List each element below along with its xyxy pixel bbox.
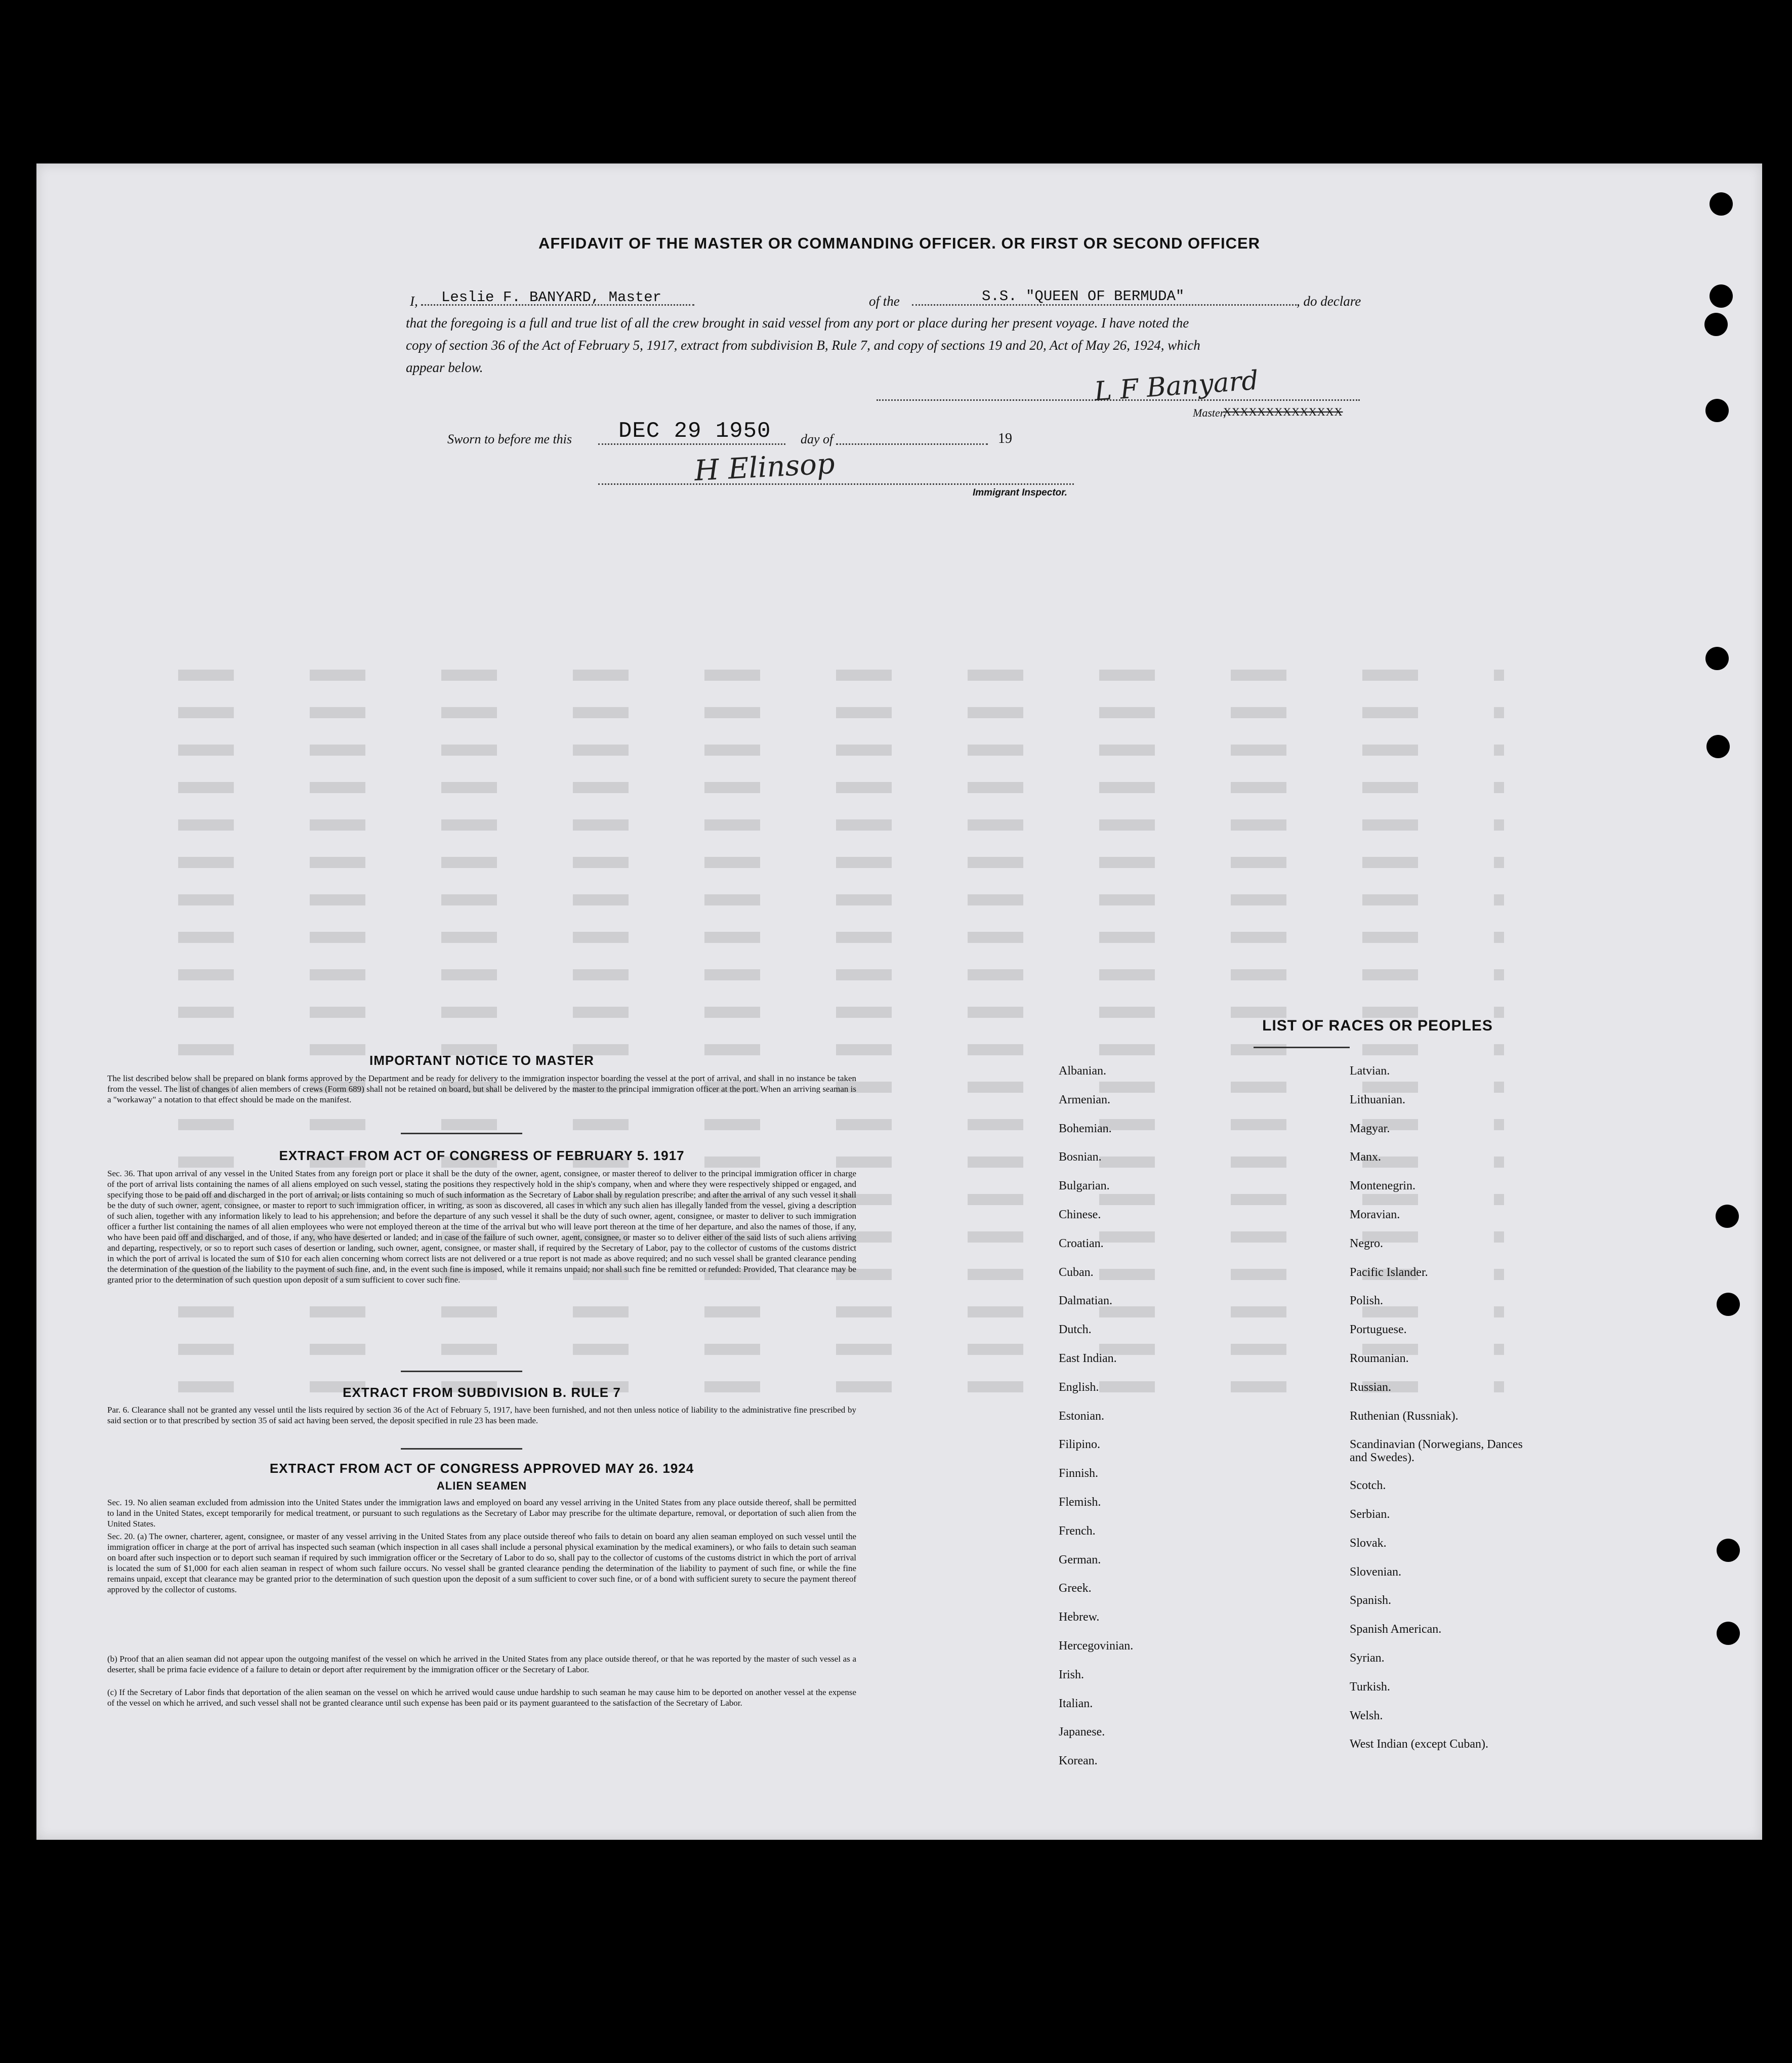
race-item: Moravian.: [1350, 1208, 1400, 1221]
master-label: Master,: [1193, 406, 1226, 419]
race-item: Montenegrin.: [1350, 1179, 1415, 1193]
bleed-through-rows: [178, 670, 1504, 1429]
race-item: Portuguese.: [1350, 1323, 1407, 1337]
race-item: Scandinavian (Norwegians, Dances and Swedes).: [1350, 1438, 1523, 1465]
punch-hole: [1705, 647, 1729, 670]
do-declare-label: , do declare: [1297, 294, 1361, 309]
extract-1924-subtitle: ALIEN SEAMEN: [436, 1479, 527, 1492]
race-item: Italian.: [1059, 1697, 1093, 1710]
extract-1924-sec19: Sec. 19. No alien seaman excluded from admission into the United States under the immigration laws and employed on board any vessel arriving in the United States from any place outside thereof, shall be permitted to land in the United States, except temporarily for medical treatment, or pursuant to such regulations as the Secretary of Labor may prescribe for the ultimate departure, removal, or deportation of such alien from the United States.: [107, 1498, 856, 1529]
punch-hole: [1705, 399, 1729, 422]
race-item: Armenian.: [1059, 1093, 1110, 1106]
race-item: Dalmatian.: [1059, 1294, 1112, 1308]
race-item: Lithuanian.: [1350, 1093, 1405, 1106]
race-item: Hercegovinian.: [1059, 1639, 1134, 1653]
race-item: Slovenian.: [1350, 1565, 1401, 1579]
race-item: Roumanian.: [1350, 1352, 1409, 1365]
declaration-line-4: appear below.: [406, 360, 483, 375]
race-item: Korean.: [1059, 1754, 1098, 1768]
of-the-label: of the: [869, 294, 900, 309]
vessel-name: S.S. "QUEEN OF BERMUDA": [982, 288, 1185, 305]
sworn-label: Sworn to before me this: [447, 432, 572, 446]
extract-1924-sec20c: (c) If the Secretary of Labor finds that deportation of the alien seaman on the vessel on which he arrived would cause undue hardship to such seaman he may cause him to be deported on another vessel at the expense of the vessel on which he arrived, and such vessel shall not be granted clearance until such expense has been paid or its payment guaranteed to the satisfaction of the Secretary of Labor.: [107, 1687, 856, 1708]
punch-hole: [1717, 1293, 1740, 1316]
race-item: Greek.: [1059, 1582, 1092, 1595]
notice-text: The list described below shall be prepared on blank forms approved by the Department and be ready for delivery to the immigration inspector boarding the vessel at the port of arrival, and shall in no instance be taken from the vessel. The list of changes of alien members of crews (Form 689) shall not be retained on board, but shall be delivered by the master to the principal immigration officer at the port. When an arriving seaman is a "workaway" a notation to that effect should be made on the manifest.: [107, 1074, 856, 1104]
document-page: [36, 163, 1762, 1840]
punch-hole: [1710, 192, 1733, 216]
subdivision-b-text: Par. 6. Clearance shall not be granted any vessel until the lists required by section 36 of the Act of February 5, 1917, have been furnished, and not then unless notice of liability to the administrative fine prescribed by said section or to that prescribed by section 35 of said act having been served, the deposit specified in rule 23 has been made.: [107, 1405, 856, 1425]
inspector-signature-line: [598, 483, 1074, 485]
race-item: Welsh.: [1350, 1709, 1383, 1722]
race-item: English.: [1059, 1380, 1099, 1394]
divider-1: [401, 1133, 522, 1134]
master-name: Leslie F. BANYARD, Master: [441, 289, 662, 306]
race-item: Manx.: [1350, 1150, 1381, 1164]
race-item: Turkish.: [1350, 1680, 1390, 1694]
declaration-line-3: copy of section 36 of the Act of February 5, 1917, extract from subdivision B, Rule 7, and copy of sections 19 and 20, Act of May 26, 1924, which: [406, 338, 1200, 353]
race-item: Negro.: [1350, 1236, 1383, 1250]
races-title-rule: [1254, 1047, 1350, 1048]
extract-1917-text: Sec. 36. That upon arrival of any vessel in the United States from any foreign port or place it shall be the duty of the owner, agent, consignee, or master thereof to deliver to the principal immigration officer in charge of the port of arrival lists containing the names of all aliens employed on such vessel, stating the positions they respectively hold in the ship's company, when and where they were respectively shipped or engaged, and specifying those to be paid off and discharged in the port of arrival; or lists containing so much of such information as the Secretary of Labor shall by regulation prescribe; and after the arrival of any such vessel it shall be the duty of such owner, agent, consignee, or master to report to such immigration officer, in writing, as soon as discovered, all cases in which any such alien has illegally landed from the vessel, giving a description of such alien, together with any information likely to lead to his apprehension; and before the departure of any such vessel it shall be the duty of such owner, agent, consignee, or master to deliver to such immigration officer a further list containing the names of all alien employees who were not employed thereon at the time of the arrival but who will leave port thereon at the time of her departure, and also the names of those, if any, who have been paid off and discharged, and of those, if any, who have deserted or landed; and in case of the failure of such owner, agent, consignee, or master so to deliver either of the said lists of such aliens arriving and departing, respectively, or so to report such cases of desertion or landing, such owner, agent, consignee, or master shall, if required by the Secretary of Labor, pay to the collector of customs of the customs district in which the port of arrival is located the sum of $10 for each alien concerning whom correct lists are not delivered or a true report is not made as above required; and no such vessel shall be granted clearance pending the determination of the question of the liability to the payment of such fine, and, in the event such fine is imposed, while it remains unpaid; nor shall such fine be remitted or refunded: Provided, That clearance may be granted prior to the determination of such question upon deposit of a sum sufficient to cover such fine.: [107, 1169, 856, 1285]
race-item: Estonian.: [1059, 1409, 1104, 1423]
race-item: Bulgarian.: [1059, 1179, 1110, 1193]
affidavit-title: AFFIDAVIT OF THE MASTER OR COMMANDING OFFICER. OR FIRST OR SECOND OFFICER: [538, 234, 1261, 252]
master-struck-title: XXXXXXXXXXXXXX: [1223, 405, 1343, 418]
race-item: West Indian (except Cuban).: [1350, 1738, 1488, 1751]
race-item: German.: [1059, 1553, 1101, 1566]
declaration-line-2: that the foregoing is a full and true list of all the crew brought in said vessel from any port or place during her present voyage. I have noted the: [406, 315, 1189, 331]
sworn-date-stamp: DEC 29 1950: [618, 419, 771, 444]
punch-hole: [1710, 284, 1733, 308]
punch-hole: [1704, 313, 1728, 336]
race-item: Spanish.: [1350, 1594, 1392, 1607]
race-item: Polish.: [1350, 1294, 1384, 1308]
race-item: East Indian.: [1059, 1352, 1117, 1365]
punch-hole: [1717, 1539, 1740, 1562]
race-item: French.: [1059, 1524, 1096, 1538]
extract-1924-sec20b: (b) Proof that an alien seaman did not appear upon the outgoing manifest of the vessel on which he arrived in the United States from any place outside thereof, or that he was reported by the master of such vessel as a deserter, shall be prima facie evidence of a failure to detain or deport after requirement by the immigration officer or the Secretary of Labor.: [107, 1654, 856, 1674]
i-label: I,: [410, 294, 418, 309]
race-item: Bosnian.: [1059, 1150, 1102, 1164]
race-item: Serbian.: [1350, 1508, 1390, 1521]
race-item: Slovak.: [1350, 1536, 1387, 1550]
subdivision-b-title: EXTRACT FROM SUBDIVISION B. RULE 7: [343, 1385, 621, 1400]
race-item: Filipino.: [1059, 1438, 1101, 1452]
inspector-label: Immigrant Inspector.: [973, 487, 1067, 498]
race-item: Dutch.: [1059, 1323, 1092, 1337]
divider-2: [401, 1371, 522, 1372]
races-title: LIST OF RACES OR PEOPLES: [1262, 1017, 1493, 1034]
punch-hole: [1706, 735, 1730, 758]
punch-hole: [1717, 1622, 1740, 1645]
race-item: Chinese.: [1059, 1208, 1101, 1221]
race-item: Pacific Islander.: [1350, 1265, 1428, 1279]
month-line: [836, 443, 988, 445]
year-prefix: 19: [998, 431, 1012, 446]
race-item: Flemish.: [1059, 1496, 1101, 1509]
punch-hole: [1716, 1205, 1739, 1228]
divider-3: [401, 1448, 522, 1450]
race-item: Russian.: [1350, 1380, 1392, 1394]
race-item: Ruthenian (Russniak).: [1350, 1409, 1458, 1423]
race-item: Hebrew.: [1059, 1611, 1100, 1624]
race-item: Magyar.: [1350, 1122, 1390, 1135]
inspector-signature: H Elinsop: [693, 447, 836, 488]
race-item: Albanian.: [1059, 1064, 1106, 1078]
race-item: Irish.: [1059, 1668, 1084, 1681]
race-item: Spanish American.: [1350, 1623, 1442, 1636]
extract-1917-title: EXTRACT FROM ACT OF CONGRESS OF FEBRUARY 5. 1917: [279, 1148, 685, 1163]
day-of-label: day of: [801, 432, 834, 446]
race-item: Scotch.: [1350, 1479, 1386, 1493]
race-item: Japanese.: [1059, 1725, 1105, 1739]
race-item: Croatian.: [1059, 1236, 1104, 1250]
master-signature: L F Banyard: [1093, 365, 1260, 407]
extract-1924-title: EXTRACT FROM ACT OF CONGRESS APPROVED MAY 26. 1924: [269, 1461, 694, 1476]
race-item: Bohemian.: [1059, 1122, 1112, 1135]
race-item: Syrian.: [1350, 1652, 1385, 1665]
notice-title: IMPORTANT NOTICE TO MASTER: [369, 1053, 594, 1068]
race-item: Cuban.: [1059, 1265, 1094, 1279]
race-item: Finnish.: [1059, 1467, 1099, 1480]
race-item: Latvian.: [1350, 1064, 1390, 1078]
extract-1924-sec20a: Sec. 20. (a) The owner, charterer, agent, consignee, or master of any vessel arriving in the United States from any place outside thereof who fails to detain on board any alien seaman employed on such vessel until the immigration officer in charge at the port of arrival has inspected such seaman (which inspection in all cases shall include a personal physical examination by the medical examiners), or who fails to detain such seaman on board after such inspection or to deport such seaman if required by such immigration officer or the Secretary of Labor to do so, shall pay to the collector of customs of the customs district in which the port of arrival is located the sum of $1,000 for each alien seaman in respect of whom such failure occurs. No vessel shall be granted clearance pending the determination of the liability to payment of such fine, or while the fine remains unpaid, except that clearance may be granted prior to the determination of such question upon the deposit of a sum sufficient to cover such fine, or of a bond with sufficient surety to secure the payment thereof approved by the collector of customs.: [107, 1532, 856, 1594]
